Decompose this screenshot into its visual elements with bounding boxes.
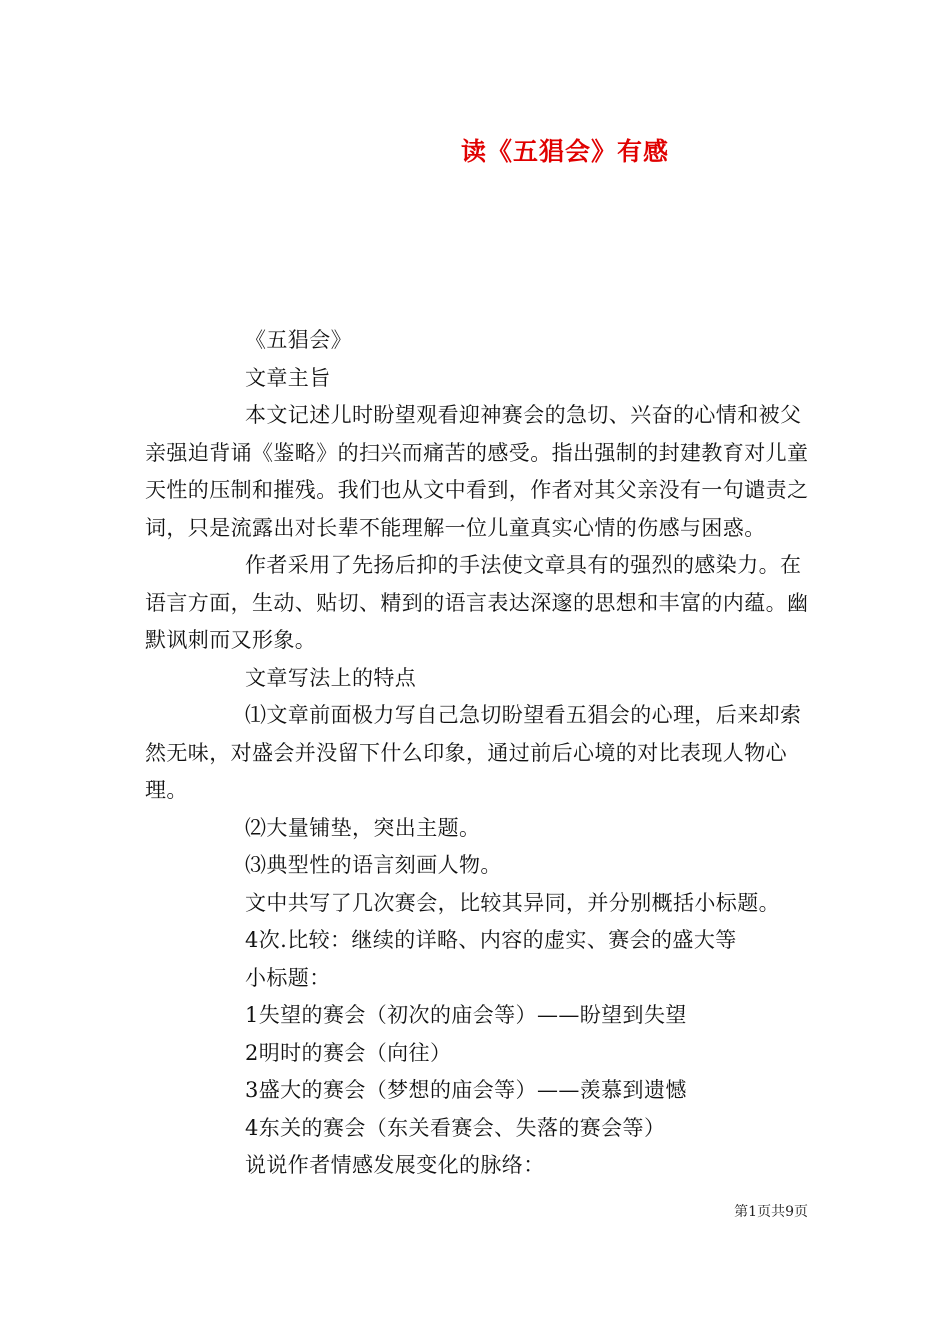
- paragraph-feature-2: ⑵大量铺垫，突出主题。: [245, 815, 481, 840]
- paragraph-emotion-question: 说说作者情感发展变化的脉络：: [245, 1153, 545, 1177]
- page-number-footer: 第1页共9页: [734, 1204, 808, 1220]
- paragraph-comparison: 4次.比较：继续的详略、内容的虚实、赛会的盛大等: [245, 928, 737, 952]
- paragraph-book-title: 《五猖会》: [245, 328, 352, 352]
- paragraph-heading-theme: 文章主旨: [245, 365, 331, 390]
- paragraph-question: 文中共写了几次赛会，比较其异同，并分别概括小标题。: [245, 890, 780, 915]
- paragraph-technique: 作者采用了先扬后抑的手法使文章具有的强烈的感染力。在语言方面，生动、贴切、精到的语言表达深邃的思想和丰富的内蕴。幽默讽刺而又形象。: [145, 553, 809, 652]
- paragraph-theme: 本文记述儿时盼望观看迎神赛会的急切、兴奋的心情和被父亲强迫背诵《鉴略》的扫兴而痛苦的感受。指出强制的封建教育对儿童天性的压制和摧残。我们也从文中看到，作者对其父亲没有一句谴责之词，只是流露出对长辈不能理解一位儿童真实心情的伤感与困惑。: [145, 403, 809, 540]
- list-item: 4东关的赛会（东关看赛会、失落的赛会等）: [245, 1115, 666, 1140]
- list-item: 1失望的赛会（初次的庙会等）——盼望到失望: [245, 1003, 687, 1027]
- document-body: [145, 322, 811, 1185]
- paragraph-subtitles-heading: 小标题：: [245, 965, 331, 990]
- list-item: 3盛大的赛会（梦想的庙会等）——羡慕到遗憾: [245, 1078, 687, 1102]
- list-item: 2明时的赛会（向往）: [245, 1040, 452, 1065]
- paragraph-heading-features: 文章写法上的特点: [245, 665, 417, 690]
- document-title: 读《五猖会》有感: [460, 137, 669, 166]
- paragraph-feature-1: ⑴文章前面极力写自己急切盼望看五猖会的心理，后来却索然无味，对盛会并没留下什么印象，通过前后心境的对比表现人物心理。: [145, 703, 802, 802]
- paragraph-feature-3: ⑶典型性的语言刻画人物。: [245, 853, 502, 877]
